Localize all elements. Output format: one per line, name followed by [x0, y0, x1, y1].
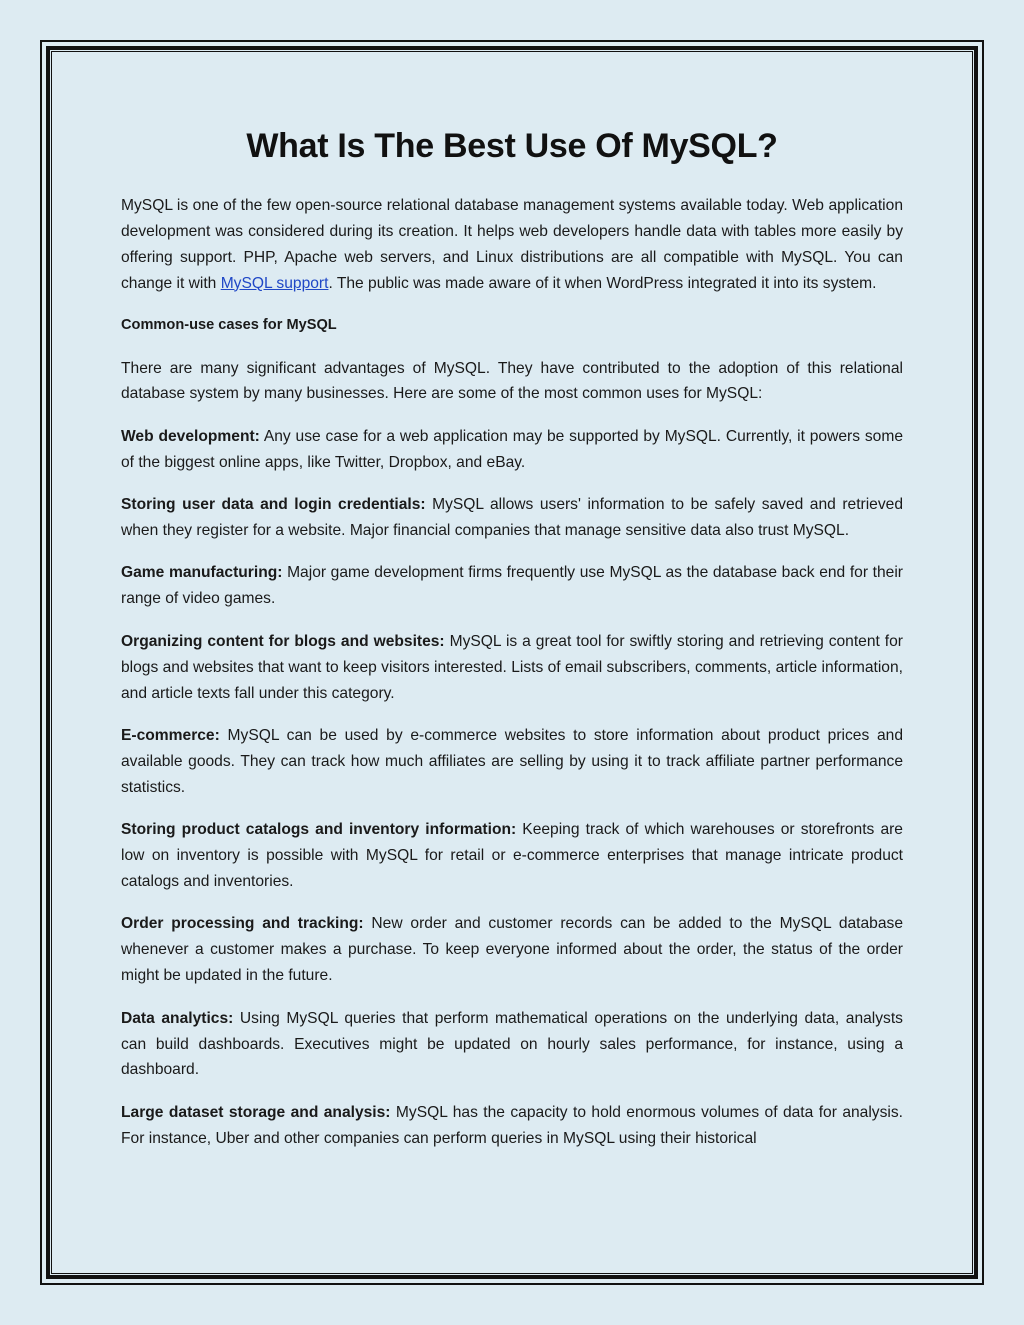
- lead-paragraph: There are many significant advantages of MySQL. They have contributed to the adoption of this relational database system by many businesses. Here are some of the most common uses for MySQL:: [121, 359, 903, 403]
- use-case-label: Order processing and tracking:: [121, 915, 364, 933]
- use-case-text: Keeping track of which warehouses or storefronts are low on inventory is possible with MySQL for retail or e-commerce enterprises that manage intricate product catalogs and inventories.: [121, 821, 903, 891]
- use-case-paragraph: [121, 492, 903, 544]
- use-case-text: Major game development firms frequently use MySQL as the database back end for their range of video games.: [121, 564, 903, 608]
- mysql-support-link[interactable]: MySQL support: [220, 274, 329, 292]
- use-case-text: New order and customer records can be added to the MySQL database whenever a customer makes a purchase. To keep everyone informed about the order, the status of the order might be updated in the future.: [121, 915, 903, 985]
- use-case-paragraph: [121, 629, 903, 707]
- article-body: [121, 120, 903, 1168]
- use-case-label: Game manufacturing:: [121, 564, 283, 582]
- use-case-paragraph: [121, 723, 903, 801]
- use-case-label: Web development:: [121, 427, 260, 445]
- section-heading: Common-use cases for MySQL: [121, 317, 337, 334]
- page-title: What Is The Best Use Of MySQL?: [246, 127, 778, 165]
- use-case-text: Any use case for a web application may be supported by MySQL. Currently, it powers some of the biggest online apps, like Twitter, Dropbox, and eBay.: [121, 427, 904, 471]
- use-case-label: Large dataset storage and analysis:: [121, 1103, 391, 1121]
- use-case-paragraph: [121, 911, 903, 989]
- use-case-text: MySQL has the capacity to hold enormous volumes of data for analysis. For instance, Uber and other companies can perform queries in MySQL using their historical: [121, 1103, 903, 1147]
- use-case-label: Storing product catalogs and inventory information:: [121, 821, 517, 839]
- use-case-paragraph: [121, 1100, 903, 1152]
- use-case-text: MySQL is a great tool for swiftly storing and retrieving content for blogs and websites that want to keep visitors interested. Lists of email subscribers, comments, article information, and article texts fall under this category.: [121, 632, 903, 702]
- use-case-paragraph: [121, 560, 903, 612]
- intro-paragraph: [121, 193, 903, 297]
- use-case-text: MySQL allows users' information to be safely saved and retrieved when they register for a website. Major financial companies that manage sensitive data also trust MySQL.: [121, 496, 904, 540]
- use-case-paragraph: [121, 424, 903, 476]
- use-case-text: Using MySQL queries that perform mathematical operations on the underlying data, analysts can build dashboards. Executives might be updated on hourly sales performance, for instance, using a dashboard.: [121, 1009, 903, 1079]
- use-case-label: E-commerce:: [121, 727, 220, 744]
- use-case-label: Organizing content for blogs and websites:: [121, 632, 445, 650]
- use-case-paragraph: [121, 1006, 903, 1084]
- intro-text-after-link: . The public was made aware of it when WordPress integrated it into its system.: [328, 274, 877, 292]
- use-case-label: Data analytics:: [121, 1009, 234, 1027]
- use-case-text: MySQL can be used by e-commerce websites to store information about product prices and available goods. They can track how much affiliates are selling by using it to track affiliate partner performance statistics.: [121, 727, 903, 796]
- intro-text-before-link: MySQL is one of the few open-source relational database management systems available today. Web application development was considered during its creation. It helps web developers handle data with tables more easily by offering support. PHP, Apache web servers, and Linux distributions are all compatible with MySQL. You can change it with: [121, 197, 903, 292]
- use-case-paragraph: [121, 817, 903, 895]
- use-case-label: Storing user data and login credentials:: [121, 496, 426, 514]
